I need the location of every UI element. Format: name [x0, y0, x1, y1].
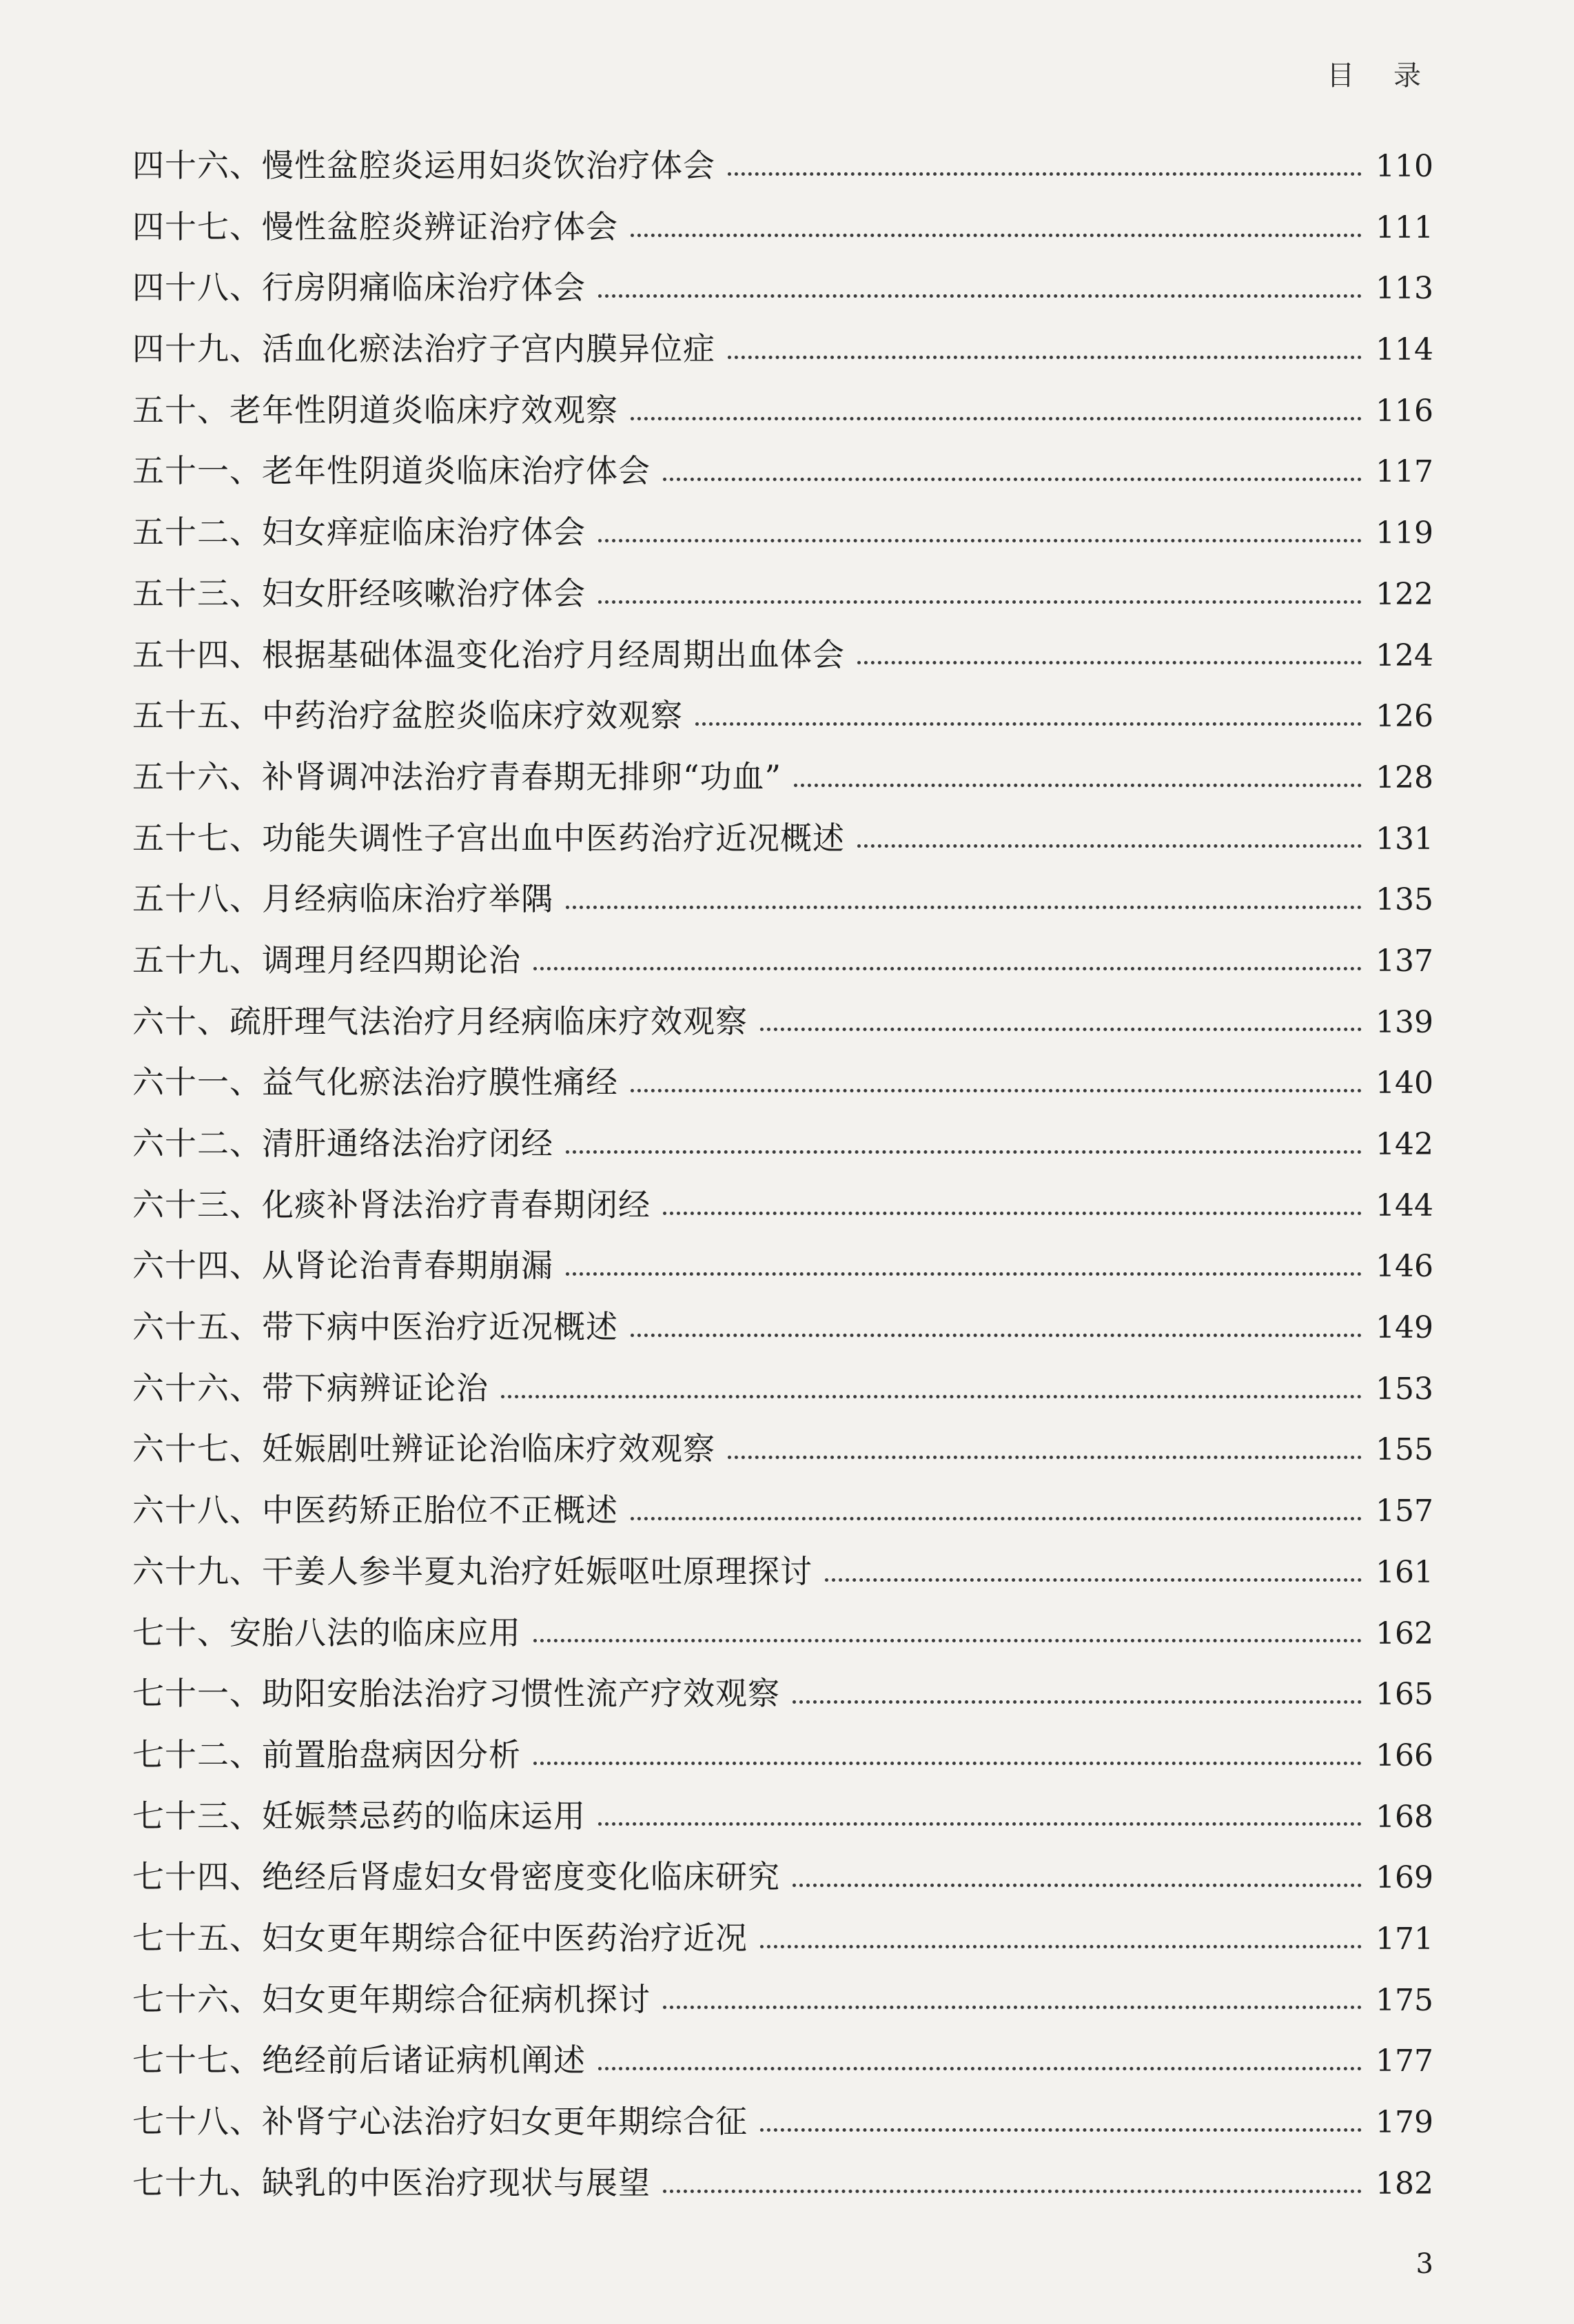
- toc-entry-page: 169: [1376, 1860, 1433, 1896]
- toc-entry-title: 六十二、清肝通络法治疗闭经: [132, 1125, 553, 1162]
- toc-entry: [132, 1296, 1433, 1358]
- toc-entry-title: 六十七、妊娠剧吐辨证论治临床疗效观察: [132, 1430, 715, 1468]
- toc-entry-title: 七十八、补肾宁心法治疗妇女更年期综合征: [132, 2103, 748, 2140]
- toc-entry: [132, 1235, 1433, 1296]
- toc-entry: [132, 1480, 1433, 1541]
- toc-entry-page: 146: [1376, 1249, 1433, 1285]
- toc-entry: [132, 563, 1433, 624]
- toc-entry-title: 七十、安胎八法的临床应用: [132, 1613, 521, 1651]
- dot-leader: [857, 844, 1362, 848]
- toc-entry: [132, 746, 1433, 808]
- dot-leader: [598, 2067, 1362, 2070]
- toc-entry: [132, 868, 1433, 930]
- toc-entry: [132, 257, 1433, 318]
- toc-entry-page: 182: [1376, 2165, 1433, 2201]
- toc-entry-page: 128: [1376, 760, 1433, 795]
- toc-entry-page: 111: [1376, 210, 1433, 245]
- toc-entry: [132, 2030, 1433, 2091]
- running-header: 目 录: [1327, 60, 1436, 92]
- toc-entry-title: 五十三、妇女肝经咳嗽治疗体会: [132, 574, 586, 612]
- toc-entry-page: 171: [1376, 1921, 1433, 1957]
- toc-entry: [132, 502, 1433, 563]
- toc-entry: [132, 380, 1433, 441]
- toc-entry: [132, 685, 1433, 746]
- dot-leader: [760, 1945, 1362, 1948]
- toc-entry-title: 五十五、中药治疗盆腔炎临床疗效观察: [132, 697, 683, 735]
- dot-leader: [631, 417, 1362, 420]
- dot-leader: [566, 906, 1362, 909]
- toc-entry-page: 161: [1376, 1554, 1433, 1590]
- dot-leader: [533, 1639, 1362, 1642]
- toc-entry-page: 177: [1376, 2043, 1433, 2079]
- toc-entry-title: 五十九、调理月经四期论治: [132, 941, 521, 979]
- dot-leader: [631, 1517, 1362, 1520]
- toc-entry: [132, 440, 1433, 502]
- toc-entry-page: 157: [1376, 1494, 1433, 1529]
- toc-entry-title: 七十一、助阳安胎法治疗习惯性流产疗效观察: [132, 1675, 780, 1713]
- dot-leader: [598, 600, 1362, 604]
- dot-leader: [793, 1884, 1362, 1887]
- toc-entry-page: 137: [1376, 943, 1433, 979]
- toc-entry-title: 七十二、前置胎盘病因分析: [132, 1735, 521, 1773]
- toc-entry: [132, 1908, 1433, 1969]
- toc-entry-title: 五十八、月经病临床治疗举隅: [132, 880, 553, 918]
- toc-entry-page: 117: [1376, 454, 1433, 490]
- toc-entry-page: 140: [1376, 1066, 1433, 1101]
- toc-entry-title: 六十、疏肝理气法治疗月经病临床疗效观察: [132, 1002, 748, 1040]
- toc-entry: [132, 2091, 1433, 2152]
- toc-entry-page: 124: [1376, 638, 1433, 673]
- toc-entry-title: 七十三、妊娠禁忌药的临床运用: [132, 1797, 586, 1835]
- toc-entry: [132, 1541, 1433, 1602]
- toc-entry-page: 155: [1376, 1432, 1433, 1468]
- toc-entry-page: 126: [1376, 699, 1433, 735]
- toc-entry: [132, 808, 1433, 869]
- toc-entry-title: 六十九、干姜人参半夏丸治疗妊娠呕吐原理探讨: [132, 1552, 812, 1590]
- toc-entry-page: 168: [1376, 1799, 1433, 1835]
- toc-entry: [132, 1113, 1433, 1174]
- dot-leader: [566, 1272, 1362, 1276]
- toc-entry: [132, 930, 1433, 991]
- dot-leader: [728, 1456, 1362, 1459]
- toc-entry-title: 四十六、慢性盆腔炎运用妇炎饮治疗体会: [132, 147, 715, 184]
- toc-entry: [132, 1358, 1433, 1419]
- toc-entry-page: 153: [1376, 1371, 1433, 1407]
- toc-entry-page: 175: [1376, 1982, 1433, 2018]
- toc-entry-title: 五十七、功能失调性子宫出血中医药治疗近况概述: [132, 819, 845, 857]
- dot-leader: [825, 1578, 1362, 1582]
- toc-entry-title: 四十九、活血化瘀法治疗子宫内膜异位症: [132, 330, 715, 368]
- dot-leader: [663, 478, 1362, 481]
- toc-entry-title: 六十一、益气化瘀法治疗膜性痛经: [132, 1063, 618, 1101]
- dot-leader: [598, 294, 1362, 298]
- toc-entry-title: 七十四、绝经后肾虚妇女骨密度变化临床研究: [132, 1858, 780, 1896]
- dot-leader: [728, 356, 1362, 359]
- toc-entry-page: 110: [1376, 149, 1433, 184]
- toc-entry: [132, 1052, 1433, 1113]
- toc-entry-title: 五十四、根据基础体温变化治疗月经周期出血体会: [132, 635, 845, 673]
- toc-entry-page: 144: [1376, 1188, 1433, 1223]
- toc-entry-title: 五十、老年性阴道炎临床疗效观察: [132, 391, 618, 429]
- toc-entry-page: 142: [1376, 1127, 1433, 1162]
- toc-entry-title: 七十六、妇女更年期综合征病机探讨: [132, 1980, 651, 2018]
- toc-entry-page: 131: [1376, 821, 1433, 857]
- dot-leader: [598, 539, 1362, 542]
- toc-entry: [132, 1786, 1433, 1847]
- dot-leader: [631, 1089, 1362, 1092]
- dot-leader: [728, 172, 1362, 176]
- toc-entry-page: 113: [1376, 271, 1433, 307]
- toc-entry: [132, 1724, 1433, 1786]
- dot-leader: [695, 722, 1362, 726]
- toc-entry-title: 六十八、中医药矫正胎位不正概述: [132, 1491, 618, 1529]
- toc-entry-title: 五十二、妇女痒症临床治疗体会: [132, 513, 586, 551]
- page-number: 3: [1415, 2248, 1433, 2280]
- toc-entry: [132, 1663, 1433, 1724]
- toc-entry-page: 135: [1376, 882, 1433, 918]
- toc-entry-title: 四十八、行房阴痛临床治疗体会: [132, 269, 586, 307]
- toc-entry-page: 114: [1376, 332, 1433, 368]
- toc-entry-title: 七十五、妇女更年期综合征中医药治疗近况: [132, 1919, 748, 1957]
- toc-entry: [132, 1174, 1433, 1236]
- dot-leader: [760, 1028, 1362, 1031]
- toc-entry-title: 六十三、化痰补肾法治疗青春期闭经: [132, 1185, 651, 1223]
- toc-entry: [132, 2152, 1433, 2214]
- dot-leader: [794, 784, 1362, 787]
- toc-entry: [132, 318, 1433, 380]
- dot-leader: [793, 1700, 1362, 1704]
- toc-entry-title: 五十六、补肾调冲法治疗青春期无排卵“功血”: [132, 757, 782, 795]
- dot-leader: [631, 1334, 1362, 1337]
- toc-entry: [132, 991, 1433, 1052]
- dot-leader: [663, 1212, 1362, 1215]
- toc-entry-title: 六十六、带下病辨证论治: [132, 1369, 489, 1407]
- toc-entry-page: 116: [1376, 393, 1433, 429]
- toc-entry-title: 六十五、带下病中医治疗近况概述: [132, 1308, 618, 1346]
- toc-entry-page: 165: [1376, 1677, 1433, 1713]
- toc-entry-page: 119: [1376, 516, 1433, 551]
- dot-leader: [566, 1150, 1362, 1154]
- dot-leader: [631, 234, 1362, 237]
- toc-entry: [132, 624, 1433, 686]
- toc-entry: [132, 135, 1433, 196]
- dot-leader: [533, 1762, 1362, 1765]
- toc-entry-title: 五十一、老年性阴道炎临床治疗体会: [132, 452, 651, 490]
- dot-leader: [663, 2190, 1362, 2193]
- dot-leader: [501, 1395, 1362, 1398]
- toc-entry-page: 162: [1376, 1615, 1433, 1651]
- dot-leader: [663, 2006, 1362, 2009]
- toc-entry-page: 139: [1376, 1004, 1433, 1040]
- toc-entry-title: 七十九、缺乳的中医治疗现状与展望: [132, 2163, 651, 2201]
- toc-entry: [132, 1969, 1433, 2030]
- toc-entry: [132, 1418, 1433, 1480]
- table-of-contents: [132, 135, 1433, 2213]
- dot-leader: [857, 661, 1362, 664]
- toc-entry-title: 六十四、从肾论治青春期崩漏: [132, 1247, 553, 1285]
- toc-entry: [132, 1846, 1433, 1908]
- dot-leader: [533, 967, 1362, 970]
- toc-entry-title: 四十七、慢性盆腔炎辨证治疗体会: [132, 207, 618, 245]
- toc-entry: [132, 196, 1433, 258]
- toc-entry: [132, 1602, 1433, 1664]
- toc-entry-page: 149: [1376, 1310, 1433, 1346]
- dot-leader: [598, 1822, 1362, 1826]
- toc-entry-page: 179: [1376, 2105, 1433, 2140]
- toc-entry-page: 122: [1376, 576, 1433, 612]
- toc-entry-page: 166: [1376, 1737, 1433, 1773]
- dot-leader: [760, 2128, 1362, 2132]
- toc-entry-title: 七十七、绝经前后诸证病机阐述: [132, 2041, 586, 2079]
